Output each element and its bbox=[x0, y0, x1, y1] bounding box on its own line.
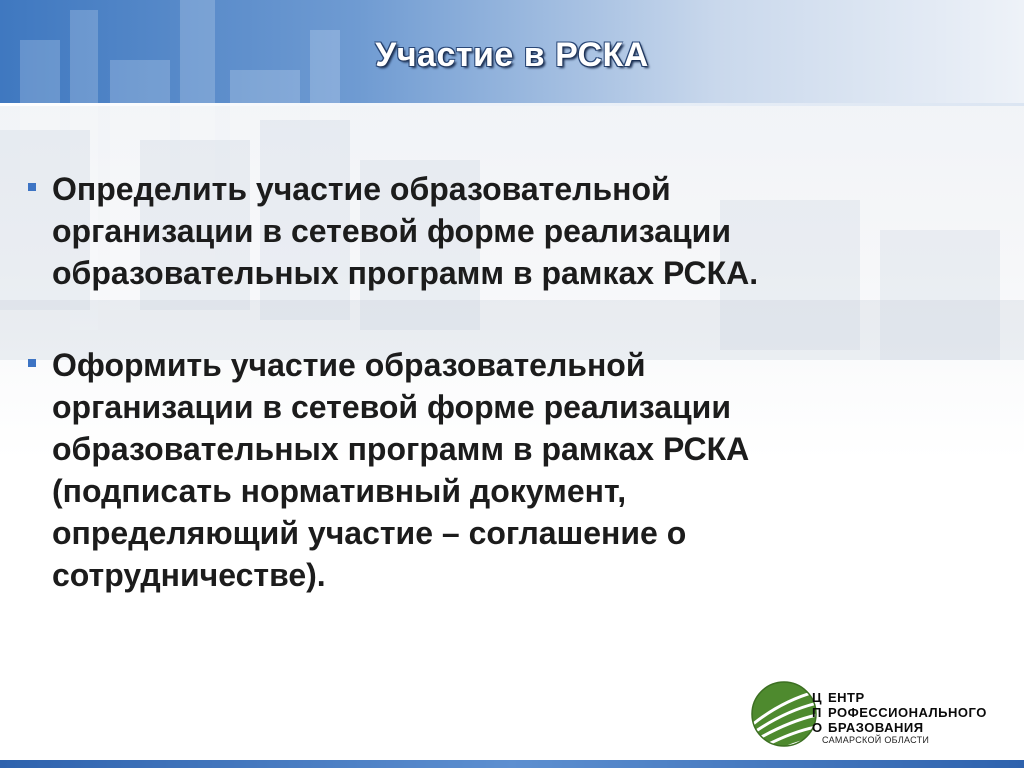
bullet-item bbox=[28, 344, 988, 596]
logo-word: БРАЗОВАНИЯ bbox=[828, 720, 924, 735]
logo-letter: Ц bbox=[812, 690, 822, 705]
logo-subtitle: САМАРСКОЙ ОБЛАСТИ bbox=[822, 735, 930, 745]
bullet-list bbox=[28, 168, 988, 646]
cpo-logo bbox=[750, 680, 1020, 760]
bullet-text: Оформить участие образовательной организации в сетевой форме реализации образовательных программ в рамках РСКА (подписать нормативный документ, определяющий участие – соглашение о сотрудничестве). bbox=[52, 347, 750, 593]
logo-word: РОФЕССИОНАЛЬНОГО bbox=[828, 705, 987, 720]
logo-initials bbox=[812, 690, 824, 735]
slide-title: Участие в РСКА bbox=[375, 36, 649, 74]
logo-words bbox=[828, 690, 987, 735]
logo-letter: О bbox=[812, 720, 823, 735]
bottom-strip bbox=[0, 760, 1024, 768]
logo-letter: П bbox=[812, 705, 822, 720]
logo-word: ЕНТР bbox=[828, 690, 865, 705]
square-bullet-icon bbox=[28, 359, 36, 367]
bullet-item bbox=[28, 168, 988, 294]
square-bullet-icon bbox=[28, 183, 36, 191]
header-divider bbox=[0, 103, 1024, 106]
globe-icon bbox=[750, 680, 818, 748]
bullet-text: Определить участие образовательной организации в сетевой форме реализации образовательных программ в рамках РСКА. bbox=[52, 171, 759, 291]
